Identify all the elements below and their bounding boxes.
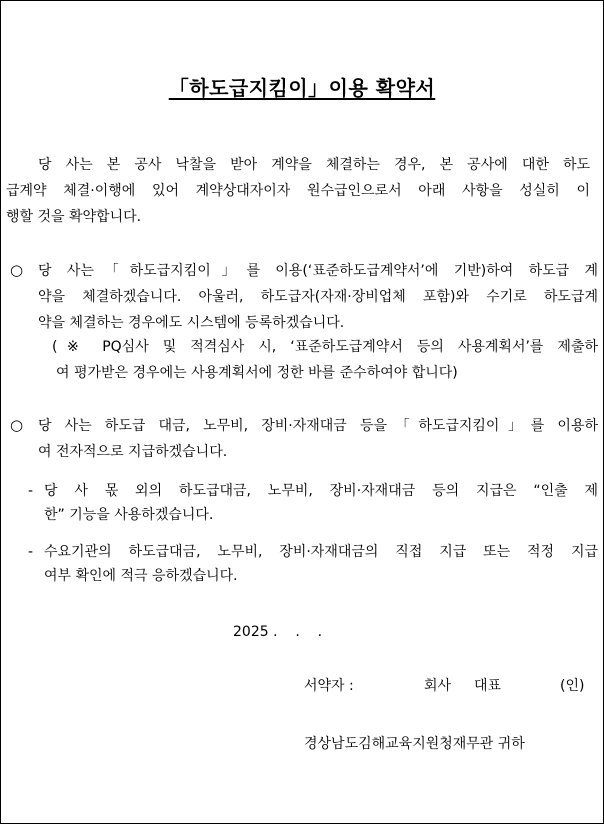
intro-line-3: 행할 것을 확약합니다. <box>6 209 142 225</box>
document-title: 「하도급지킴이」이용 확약서 <box>168 76 436 100</box>
item1-note-line-2: 여 평가받은 경우에는 사용계획서에 정한 바를 준수하여야 합니다) <box>56 365 458 381</box>
signer-label: 서약자 : <box>304 678 354 694</box>
sub1-line-1: 당 사 몫 외의 하도급대금, 노무비, 장비·자재대금 등의 지급은 “인출 제 <box>44 483 598 499</box>
signer-company: 회사 <box>424 678 452 694</box>
item2-line-2: 여 전자적으로 지급하겠습니다. <box>38 444 228 460</box>
item1-line-2: 약을 체결하겠습니다. 아울러, 하도급자(자재·장비업체 포함)와 수기로 하도급계 <box>38 289 598 305</box>
signer-seal: (인) <box>560 678 585 694</box>
item1-note-line-1: (※ PQ심사 및 적격심사 시, ‘표준하도급계약서 등의 사용계획서’를 제출하 <box>52 339 598 355</box>
date-line: 2025 . . . <box>233 624 323 640</box>
recipient: 경상남도김해교육지원청재무관 귀하 <box>304 736 525 752</box>
signer-representative: 대표 <box>474 678 502 694</box>
sub1-line-2: 한” 기능을 사용하겠습니다. <box>44 507 214 523</box>
sub2-line-2: 여부 확인에 적극 응하겠습니다. <box>44 568 238 584</box>
sub1-dash: - <box>28 483 34 499</box>
item1-bullet: ○ <box>10 261 24 279</box>
item1-line-1: 당 사는「하도급지킴이」를 이용(‘표준하도급계약서’에 기반)하여 하도급 계 <box>38 263 598 279</box>
sub2-line-1: 수요기관의 하도급대금, 노무비, 장비·자재대금의 직접 지급 또는 적정 지급 <box>44 544 598 560</box>
item2-bullet: ○ <box>10 416 24 434</box>
sub2-dash: - <box>28 544 34 560</box>
intro-line-2: 급계약 체결·이행에 있어 계약상대자이자 원수급인으로서 아래 사항을 성실히 이 <box>6 183 590 199</box>
item1-line-3: 약을 체결하는 경우에도 시스템에 등록하겠습니다. <box>38 315 345 331</box>
item2-line-1: 당 사는 하도급 대금, 노무비, 장비·자재대금 등을「하도급지킴이」를 이용하 <box>38 418 598 434</box>
intro-line-1: 당 사는 본 공사 낙찰을 받아 계약을 체결하는 경우, 본 공사에 대한 하도 <box>38 157 590 173</box>
